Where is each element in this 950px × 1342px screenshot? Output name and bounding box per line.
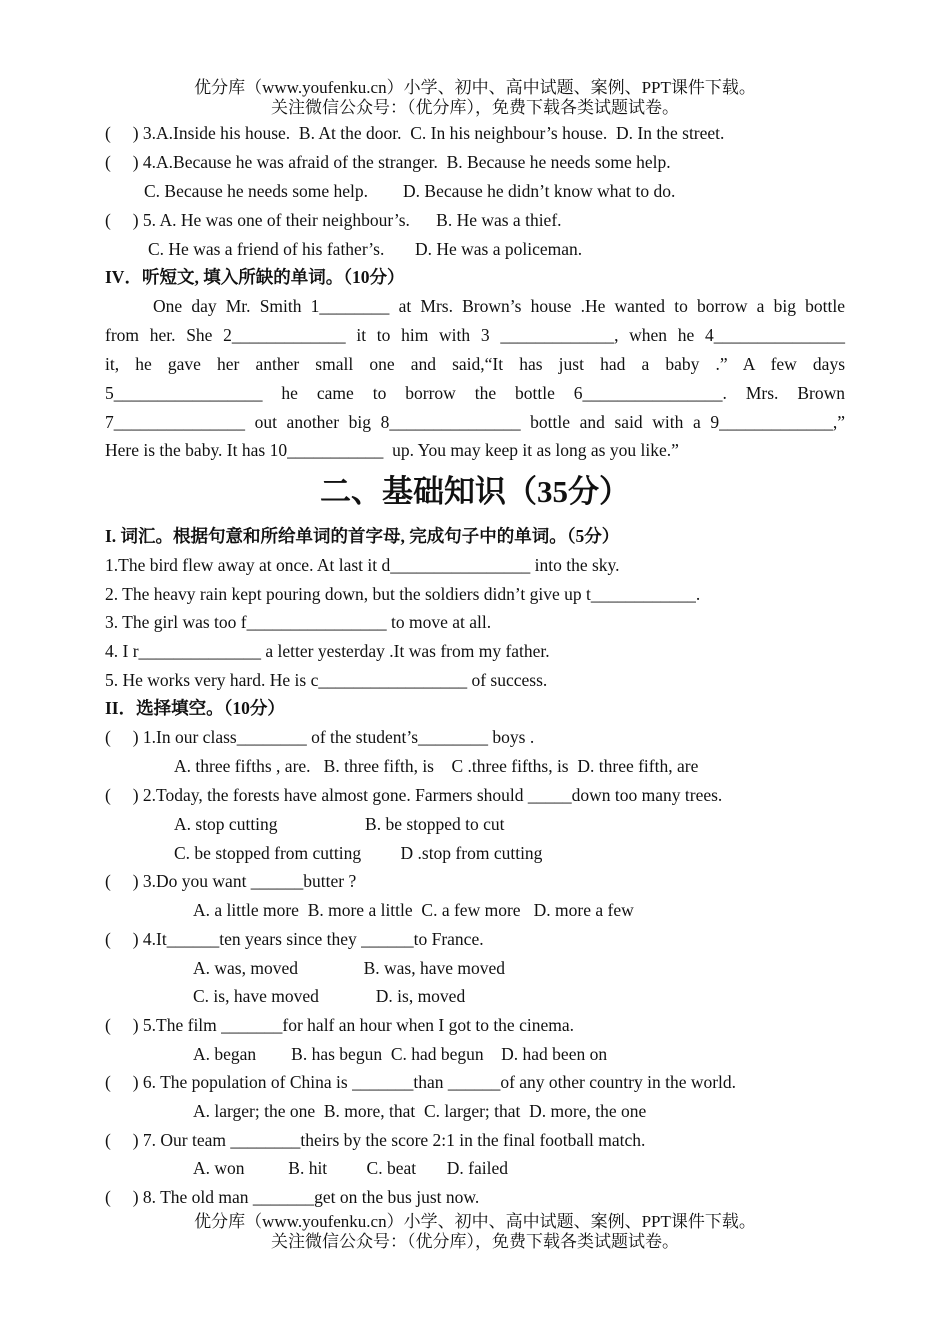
vocab-item-5: 5. He works very hard. He is c_________________ of success.: [105, 670, 548, 690]
header-line-1: 优分库（www.youfenku.cn）小学、初中、高中试题、案例、PPT课件下载。: [194, 78, 756, 97]
choice-q6-options: A. larger; the one B. more, that C. larger; that D. more, the one: [193, 1101, 647, 1121]
passage-line-4: 5_________________ he came to borrow the bottle 6________________. Mrs. Brown: [105, 383, 845, 403]
question-5: ( ) 5. A. He was one of their neighbour’s. B. He was a thief.: [105, 210, 562, 230]
question-4: ( ) 4.A.Because he was afraid of the stranger. B. Because he needs some help.: [105, 152, 671, 172]
passage-line-6: Here is the baby. It has 10___________ up. You may keep it as long as you like.”: [105, 440, 679, 460]
choice-q4-options-ab: A. was, moved B. was, have moved: [193, 958, 506, 978]
choice-q2-options-ab: A. stop cutting B. be stopped to cut: [174, 814, 505, 834]
choice-q3-options: A. a little more B. more a little C. a few more D. more a few: [193, 900, 634, 920]
choice-q5-options: A. began B. has begun C. had begun D. had been on: [193, 1044, 608, 1064]
choice-q8: ( ) 8. The old man _______get on the bus just now.: [105, 1187, 480, 1207]
passage-line-2: from her. She 2_____________ it to him with 3 _____________, when he 4_______________: [105, 325, 845, 345]
vocab-item-3: 3. The girl was too f________________ to move at all.: [105, 612, 492, 632]
passage-line-1: One day Mr. Smith 1________ at Mrs. Brown’s house .He wanted to borrow a big bottle: [153, 296, 845, 316]
vocab-title: I. 词汇。根据句意和所给单词的首字母, 完成句子中的单词。（5分）: [105, 526, 620, 546]
vocab-item-4: 4. I r______________ a letter yesterday .It was from my father.: [105, 641, 550, 661]
choice-q5: ( ) 5.The film _______for half an hour when I got to the cinema.: [105, 1015, 574, 1035]
vocab-item-2: 2. The heavy rain kept pouring down, but the soldiers didn’t give up t____________.: [105, 584, 701, 604]
question-4-options: C. Because he needs some help. D. Because he didn’t know what to do.: [144, 181, 676, 201]
header-line-2: 关注微信公众号：（优分库），免费下载各类试题试卷。: [271, 98, 679, 117]
question-3: ( ) 3.A.Inside his house. B. At the door. C. In his neighbour’s house. D. In the street.: [105, 123, 725, 143]
part-two-title: 二、基础知识（35分）: [320, 474, 630, 509]
passage-line-5: 7_______________ out another big 8_______________ bottle and said with a 9_____________,”: [105, 412, 845, 432]
choice-q2: ( ) 2.Today, the forests have almost gone. Farmers should _____down too many trees.: [105, 785, 723, 805]
section-iv-title: IV．听短文, 填入所缺的单词。（10分）: [105, 267, 405, 287]
choice-q3: ( ) 3.Do you want ______butter ?: [105, 871, 357, 891]
choice-title: II．选择填空。（10分）: [105, 698, 285, 718]
choice-q7-options: A. won B. hit C. beat D. failed: [193, 1158, 508, 1178]
choice-q1-options: A. three fifths , are. B. three fifth, is C .three fifths, is D. three fifth, are: [174, 756, 699, 776]
choice-q4: ( ) 4.It______ten years since they ______to France.: [105, 929, 484, 949]
vocab-item-1: 1.The bird flew away at once. At last it d________________ into the sky.: [105, 555, 620, 575]
choice-q6: ( ) 6. The population of China is _______than ______of any other country in the world.: [105, 1072, 737, 1092]
choice-q4-options-cd: C. is, have moved D. is, moved: [193, 986, 466, 1006]
choice-q1: ( ) 1.In our class________ of the student’s________ boys .: [105, 727, 535, 747]
choice-q2-options-cd: C. be stopped from cutting D .stop from cutting: [174, 843, 543, 863]
choice-q7: ( ) 7. Our team ________theirs by the score 2:1 in the final football match.: [105, 1130, 646, 1150]
footer-line-2: 关注微信公众号：（优分库），免费下载各类试题试卷。: [271, 1232, 679, 1251]
question-5-options: C. He was a friend of his father’s. D. He was a policeman.: [148, 239, 583, 259]
footer-line-1: 优分库（www.youfenku.cn）小学、初中、高中试题、案例、PPT课件下载。: [194, 1212, 756, 1231]
passage-line-3: it, he gave her anther small one and said,“It has just had a baby .” A few days: [105, 354, 845, 374]
